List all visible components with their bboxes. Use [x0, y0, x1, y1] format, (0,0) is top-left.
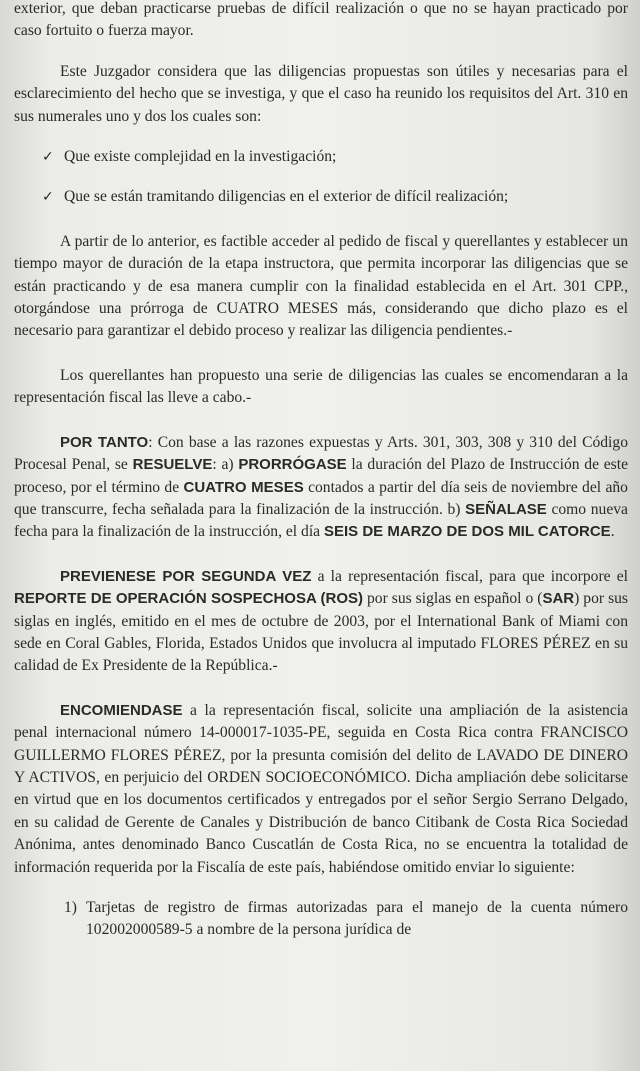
- requirement-text: Que se están tramitando diligencias en el exterior de difícil realización;: [64, 188, 509, 206]
- check-mark-icon: ✓: [42, 149, 54, 166]
- keyword-new-date: SEIS DE MARZO DE DOS MIL CATORCE: [324, 523, 611, 541]
- requirement-item: [42, 146, 628, 168]
- keyword-prorrogase: PRORRÓGASE: [238, 456, 347, 474]
- check-mark-icon: ✓: [42, 189, 54, 206]
- keyword-ros: REPORTE DE OPERACIÓN SOSPECHOSA (ROS): [14, 590, 363, 608]
- list-item: [64, 897, 628, 942]
- paragraph-judge-considers: Este Juzgador considera que las diligencias propuestas son útiles y necesarias para el esclarecimiento del hecho que se investiga, y que el caso ha reunido los requisitos del Art. 310 en sus numerales uno y dos los cuales son:: [14, 62, 628, 125]
- list-item-text: Tarjetas de registro de firmas autorizadas para el manejo de la cuenta número 102002000589-5 a nombre de la persona jurídica de: [86, 899, 628, 939]
- heading-encomiendase: ENCOMIENDASE: [60, 701, 183, 719]
- paragraph-extension: A partir de lo anterior, es factible acceder al pedido de fiscal y querellantes y establecer un tiempo mayor de duración de la etapa instructora, que permita incorporar las diligencias que se están practicando y de esa manera cumplir con la finalidad establecida en el Art. 301 CPP., otorgándose una prórroga de CUATRO MESES más, considerando que dicho plazo es el necesario para garantizar el debido proceso y realizar las diligencia pendientes.-: [14, 232, 628, 340]
- paragraph-continuation: exterior, que deban practicarse pruebas de difícil realización o que no se hayan practicado por caso fortuito o fuerza mayor.: [14, 0, 628, 40]
- document-page: [14, 0, 628, 1071]
- requirement-item: [42, 186, 628, 208]
- paragraph-previenese: PREVIENESE POR SEGUNDA VEZ a la representación fiscal, para que incorpore el REPORTE DE OPERACIÓN SOSPECHOSA (ROS) por sus siglas en español o (SAR) por sus siglas en inglés, emitido en el mes de octubre de 2003, por el International Bank of Miami con sede en Coral Gables, Florida, Estados Unidos que involucra al imputado FLORES PÉREZ en su calidad de Ex Presidente de la República.-: [14, 567, 629, 675]
- paragraph-por-tanto: POR TANTO: Con base a las razones expuestas y Arts. 301, 303, 308 y 310 del Código Procesal Penal, se RESUELVE: a) PRORRÓGASE la duración del Plazo de Instrucción de este proceso, por el término de CUATRO MESES contados a partir del día seis de noviembre del año que transcurre, fecha señalada para la finalización de la instrucción. b) SEÑALASE como nueva fecha para la finalización de la instrucción, el día SEIS DE MARZO DE DOS MIL CATORCE.: [14, 433, 628, 541]
- keyword-resuelve: RESUELVE: [132, 456, 213, 474]
- heading-previenese: PREVIENESE POR SEGUNDA VEZ: [60, 567, 312, 585]
- keyword-cuatro-meses: CUATRO MESES: [183, 478, 304, 496]
- paragraph-encomiendase: ENCOMIENDASE a la representación fiscal, solicite una ampliación de la asistencia penal internacional número 14-000017-1035-PE, seguida en Costa Rica contra FRANCISCO GUILLERMO FLORES PÉREZ, por la presunta comisión del delito de LAVADO DE DINERO Y ACTIVOS, en perjuicio del ORDEN SOCIOECONÓMICO. Dicha ampliación debe solicitarse en virtud que en los documentos certificados y entregados por el señor Sergio Serrano Delgado, en su calidad de Gerente de Canales y Distribución de banco Citibank de Costa Rica Sociedad Anónima, antes denominado Banco Cuscatlán de Costa Rica, no se encuentra la totalidad de información requerida por la Fiscalía de este país, habiéndose omitido enviar lo siguiente:: [14, 701, 628, 876]
- list-item-number: 1): [64, 899, 77, 916]
- keyword-senalase: SEÑALASE: [465, 500, 547, 518]
- requirement-text: Que existe complejidad en la investigación;: [64, 148, 337, 166]
- heading-por-tanto: POR TANTO: [60, 433, 149, 451]
- paragraph-complainants: Los querellantes han propuesto una serie de diligencias las cuales se encomendaran a la representación fiscal las lleve a cabo.-: [14, 366, 628, 407]
- keyword-sar: SAR: [542, 590, 575, 608]
